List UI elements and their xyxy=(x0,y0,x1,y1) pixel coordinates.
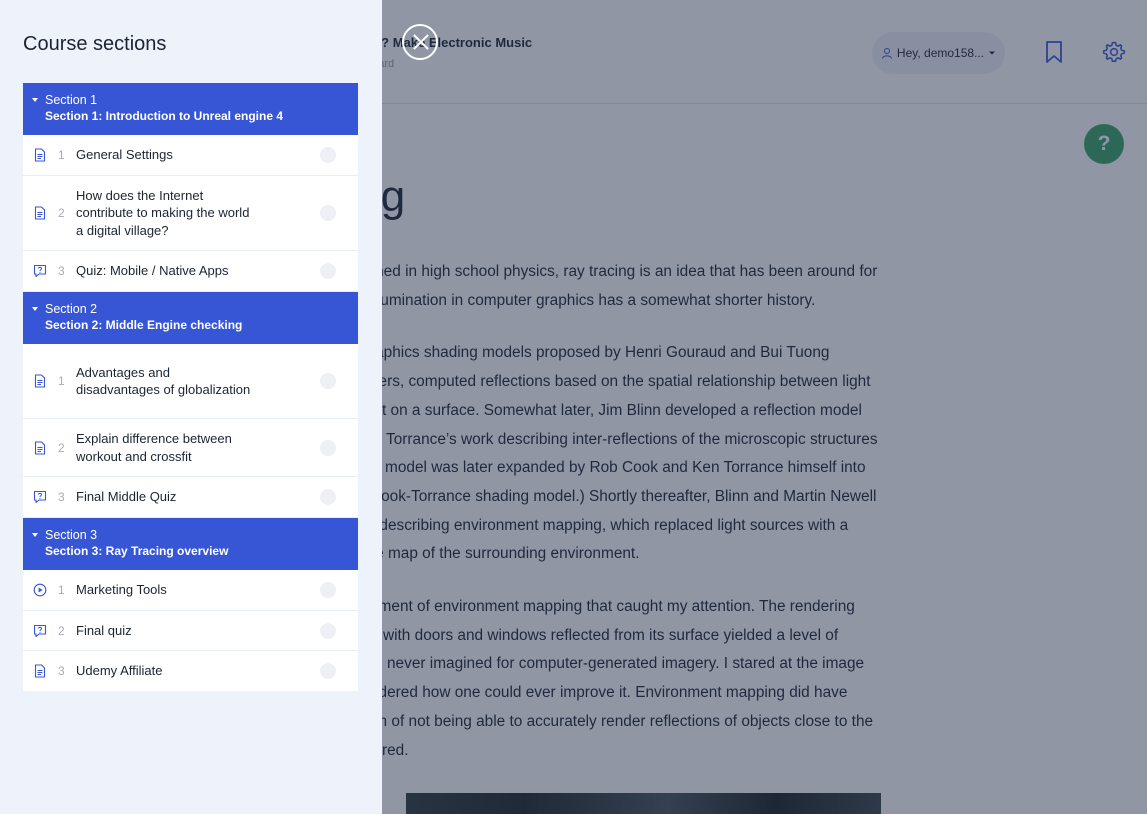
caret-down-icon xyxy=(32,533,38,537)
lesson-item[interactable] xyxy=(23,251,358,292)
lesson-number: 1 xyxy=(58,148,65,162)
lesson-title: How does the Internet contribute to making the world a digital village? xyxy=(76,187,250,238)
section-heading: Section 3 xyxy=(45,528,98,542)
document-icon xyxy=(33,664,47,678)
sidebar-title: Course sections xyxy=(23,33,167,55)
lesson-item[interactable] xyxy=(23,477,358,518)
lesson-item[interactable] xyxy=(23,611,358,651)
section-header-1[interactable] xyxy=(23,83,358,135)
completion-indicator xyxy=(320,263,336,279)
section-subheading: Section 1: Introduction to Unreal engine 4 xyxy=(45,109,284,123)
section-header-3[interactable] xyxy=(23,518,358,570)
lesson-item[interactable] xyxy=(23,344,358,419)
lesson-title: Marketing Tools xyxy=(76,582,167,598)
quiz-icon xyxy=(33,624,47,638)
sections-list xyxy=(23,83,358,691)
completion-indicator xyxy=(320,663,336,679)
section-heading: Section 1 xyxy=(45,93,98,107)
document-icon xyxy=(33,206,47,220)
lesson-item[interactable] xyxy=(23,419,358,477)
lesson-number: 2 xyxy=(58,440,65,455)
lesson-title: Udemy Affiliate xyxy=(76,663,163,679)
lesson-item[interactable] xyxy=(23,570,358,611)
lesson-title: Explain difference between workout and crossfit xyxy=(76,431,232,464)
lesson-number: 1 xyxy=(58,583,65,597)
caret-down-icon xyxy=(32,307,38,311)
completion-indicator xyxy=(320,147,336,163)
quiz-icon xyxy=(33,490,47,504)
lesson-item[interactable] xyxy=(23,176,358,251)
section-subheading: Section 3: Ray Tracing overview xyxy=(45,544,229,558)
course-sections-sidebar xyxy=(0,0,382,814)
close-sidebar-button[interactable] xyxy=(402,24,438,60)
completion-indicator xyxy=(320,373,336,389)
document-icon xyxy=(33,374,47,388)
lesson-title: Quiz: Mobile / Native Apps xyxy=(76,263,229,279)
section-header-2[interactable] xyxy=(23,292,358,344)
completion-indicator xyxy=(320,582,336,598)
caret-down-icon xyxy=(32,98,38,102)
lesson-title: Advantages and disadvantages of globalization xyxy=(76,364,251,397)
lesson-item[interactable] xyxy=(23,135,358,176)
lesson-number: 3 xyxy=(58,264,65,278)
video-play-icon xyxy=(33,583,47,597)
section-heading: Section 2 xyxy=(45,302,98,316)
document-icon xyxy=(33,441,47,455)
lesson-item[interactable] xyxy=(23,651,358,691)
completion-indicator xyxy=(320,623,336,639)
lesson-number: 3 xyxy=(58,664,65,678)
completion-indicator xyxy=(320,440,336,456)
lesson-number: 2 xyxy=(58,206,65,220)
completion-indicator xyxy=(320,489,336,505)
lesson-number: 1 xyxy=(58,374,65,388)
lesson-number: 2 xyxy=(58,623,65,638)
document-icon xyxy=(33,148,47,162)
completion-indicator xyxy=(320,205,336,221)
lesson-title: General Settings xyxy=(76,147,173,163)
lesson-number: 3 xyxy=(58,490,65,504)
quiz-icon xyxy=(33,264,47,278)
lesson-title: Final quiz xyxy=(76,622,132,638)
lesson-title: Final Middle Quiz xyxy=(76,489,177,505)
section-subheading: Section 2: Middle Engine checking xyxy=(45,318,243,332)
